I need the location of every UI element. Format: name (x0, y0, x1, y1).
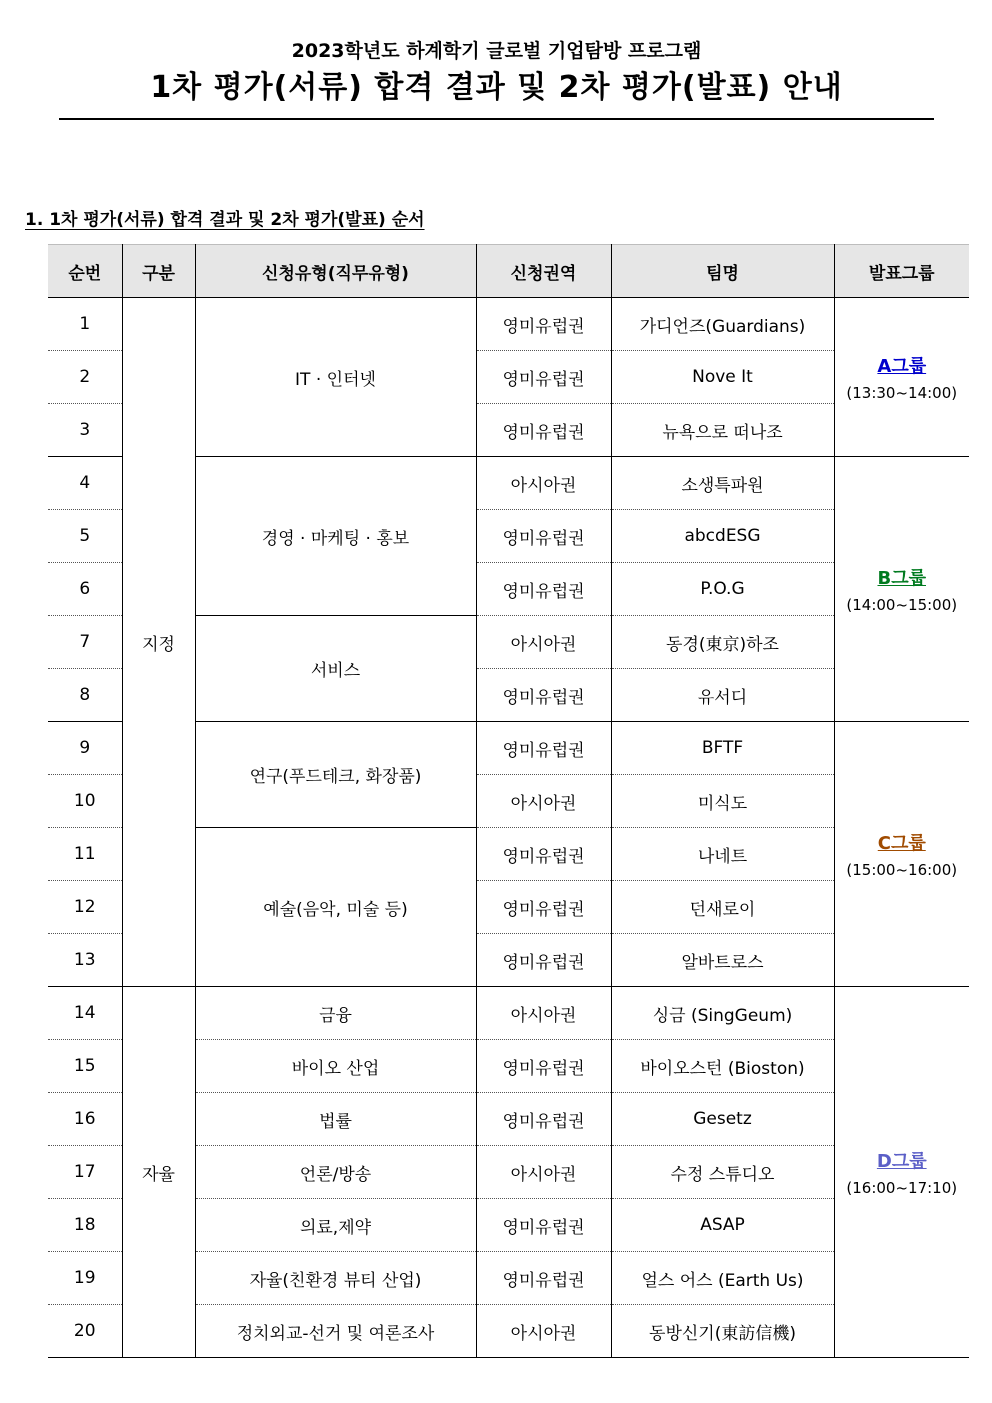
row-number: 14 (48, 987, 122, 1040)
type-cell: IT · 인터넷 (195, 298, 476, 457)
region-cell: 영미유럽권 (476, 563, 611, 616)
row-number: 16 (48, 1093, 122, 1146)
row-number: 6 (48, 563, 122, 616)
table-row (48, 298, 969, 351)
header-no: 순번 (48, 245, 122, 298)
team-cell: 동경(東京)하조 (611, 616, 834, 669)
group-label: B그룹 (877, 568, 926, 589)
header-type: 신청유형(직무유형) (195, 245, 476, 298)
team-cell: 바이오스턴 (Bioston) (611, 1040, 834, 1093)
type-cell: 언론/방송 (195, 1146, 476, 1199)
region-cell: 영미유럽권 (476, 934, 611, 987)
type-cell: 서비스 (195, 616, 476, 722)
type-cell: 자율(친환경 뷰티 산업) (195, 1252, 476, 1305)
group-label: D그룹 (876, 1151, 927, 1172)
region-cell: 영미유럽권 (476, 404, 611, 457)
row-number: 10 (48, 775, 122, 828)
region-cell: 영미유럽권 (476, 1093, 611, 1146)
region-cell: 영미유럽권 (476, 881, 611, 934)
region-cell: 영미유럽권 (476, 351, 611, 404)
row-number: 13 (48, 934, 122, 987)
row-number: 9 (48, 722, 122, 775)
region-cell: 영미유럽권 (476, 722, 611, 775)
group-time: (13:30~14:00) (846, 384, 958, 402)
region-cell: 아시아권 (476, 1146, 611, 1199)
group-label: A그룹 (877, 356, 927, 377)
title-divider (59, 118, 934, 120)
row-number: 4 (48, 457, 122, 510)
row-number: 17 (48, 1146, 122, 1199)
row-number: 2 (48, 351, 122, 404)
team-cell: 던새로이 (611, 881, 834, 934)
region-cell: 아시아권 (476, 987, 611, 1040)
type-cell: 연구(푸드테크, 화장품) (195, 722, 476, 828)
schedule-table (48, 244, 969, 1358)
row-number: 20 (48, 1305, 122, 1358)
region-cell: 영미유럽권 (476, 1199, 611, 1252)
type-cell: 법률 (195, 1093, 476, 1146)
header-division: 구분 (122, 245, 195, 298)
group-cell (834, 298, 969, 457)
group-time: (16:00~17:10) (846, 1179, 958, 1197)
group-cell (834, 457, 969, 722)
group-time: (15:00~16:00) (846, 861, 958, 879)
document-header (59, 38, 934, 110)
region-cell: 아시아권 (476, 1305, 611, 1358)
header-group: 발표그룹 (834, 245, 969, 298)
group-cell (834, 987, 969, 1358)
team-cell: 유서디 (611, 669, 834, 722)
region-cell: 영미유럽권 (476, 298, 611, 351)
team-cell: 동방신기(東訪信機) (611, 1305, 834, 1358)
region-cell: 영미유럽권 (476, 828, 611, 881)
team-cell: abcdESG (611, 510, 834, 563)
group-label: C그룹 (877, 833, 926, 854)
row-number: 7 (48, 616, 122, 669)
header-region: 신청권역 (476, 245, 611, 298)
team-cell: 알바트로스 (611, 934, 834, 987)
section-heading: 1. 1차 평가(서류) 합격 결과 및 2차 평가(발표) 순서 (25, 210, 425, 230)
region-cell: 영미유럽권 (476, 1252, 611, 1305)
team-cell: Gesetz (611, 1093, 834, 1146)
row-number: 12 (48, 881, 122, 934)
region-cell: 아시아권 (476, 616, 611, 669)
type-cell: 의료,제약 (195, 1199, 476, 1252)
group-time: (14:00~15:00) (846, 596, 958, 614)
type-cell: 경영 · 마케팅 · 홍보 (195, 457, 476, 616)
group-cell (834, 722, 969, 987)
team-cell: P.O.G (611, 563, 834, 616)
document-title: 1차 평가(서류) 합격 결과 및 2차 평가(발표) 안내 (150, 70, 843, 105)
table-row (48, 987, 969, 1040)
region-cell: 영미유럽권 (476, 510, 611, 563)
team-cell: 싱금 (SingGeum) (611, 987, 834, 1040)
team-cell: 뉴욕으로 떠나조 (611, 404, 834, 457)
row-number: 19 (48, 1252, 122, 1305)
row-number: 3 (48, 404, 122, 457)
row-number: 18 (48, 1199, 122, 1252)
document-subtitle: 2023학년도 하계학기 글로벌 기업탐방 프로그램 (291, 40, 702, 62)
team-cell: Nove It (611, 351, 834, 404)
team-cell: 소생특파원 (611, 457, 834, 510)
row-number: 5 (48, 510, 122, 563)
type-cell: 예술(음악, 미술 등) (195, 828, 476, 987)
team-cell: BFTF (611, 722, 834, 775)
type-cell: 바이오 산업 (195, 1040, 476, 1093)
team-cell: ASAP (611, 1199, 834, 1252)
header-team: 팀명 (611, 245, 834, 298)
region-cell: 아시아권 (476, 457, 611, 510)
region-cell: 아시아권 (476, 775, 611, 828)
team-cell: 얼스 어스 (Earth Us) (611, 1252, 834, 1305)
row-number: 1 (48, 298, 122, 351)
type-cell: 정치외교-선거 및 여론조사 (195, 1305, 476, 1358)
table-header-row (48, 245, 969, 298)
team-cell: 가디언즈(Guardians) (611, 298, 834, 351)
division-cell: 자율 (122, 987, 195, 1358)
row-number: 8 (48, 669, 122, 722)
team-cell: 나네트 (611, 828, 834, 881)
region-cell: 영미유럽권 (476, 1040, 611, 1093)
type-cell: 금융 (195, 987, 476, 1040)
row-number: 11 (48, 828, 122, 881)
division-cell: 지정 (122, 298, 195, 987)
region-cell: 영미유럽권 (476, 669, 611, 722)
team-cell: 수정 스튜디오 (611, 1146, 834, 1199)
team-cell: 미식도 (611, 775, 834, 828)
row-number: 15 (48, 1040, 122, 1093)
